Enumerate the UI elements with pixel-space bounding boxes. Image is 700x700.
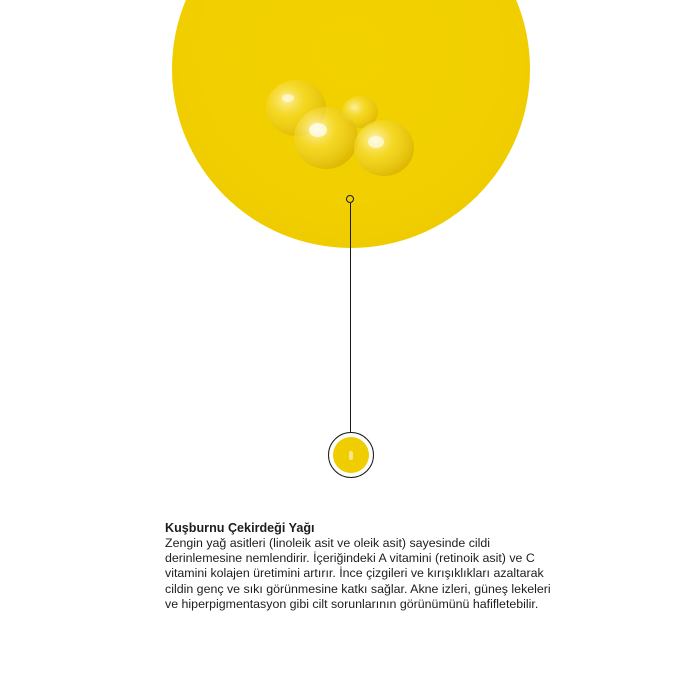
ingredient-title: Kuşburnu Çekirdeği Yağı (165, 521, 315, 535)
pointer-line (350, 203, 351, 434)
oil-thumbnail-fill (333, 437, 369, 473)
oil-bubbles-image (258, 70, 428, 190)
ingredient-description: Zengin yağ asitleri (linoleik asit ve oleik asit) sayesinde cildi derinlemesine nemlendirir. İçeriğindeki A vitamini (retinoik asit) ve C vitamini kolajen üretimini artırır. İnce çizgileri ve kırışıklıkları azaltarak cildin genç ve sıkı görünmesine katkı sağlar. Akne izleri, güneş lekeleri ve hiperpigmentasyon gibi cilt sorunlarının görünümünü hafifletebilir. (165, 536, 551, 611)
oil-thumbnail-icon (328, 432, 374, 478)
ingredient-info (165, 521, 560, 612)
pointer-dot-icon (346, 195, 354, 203)
